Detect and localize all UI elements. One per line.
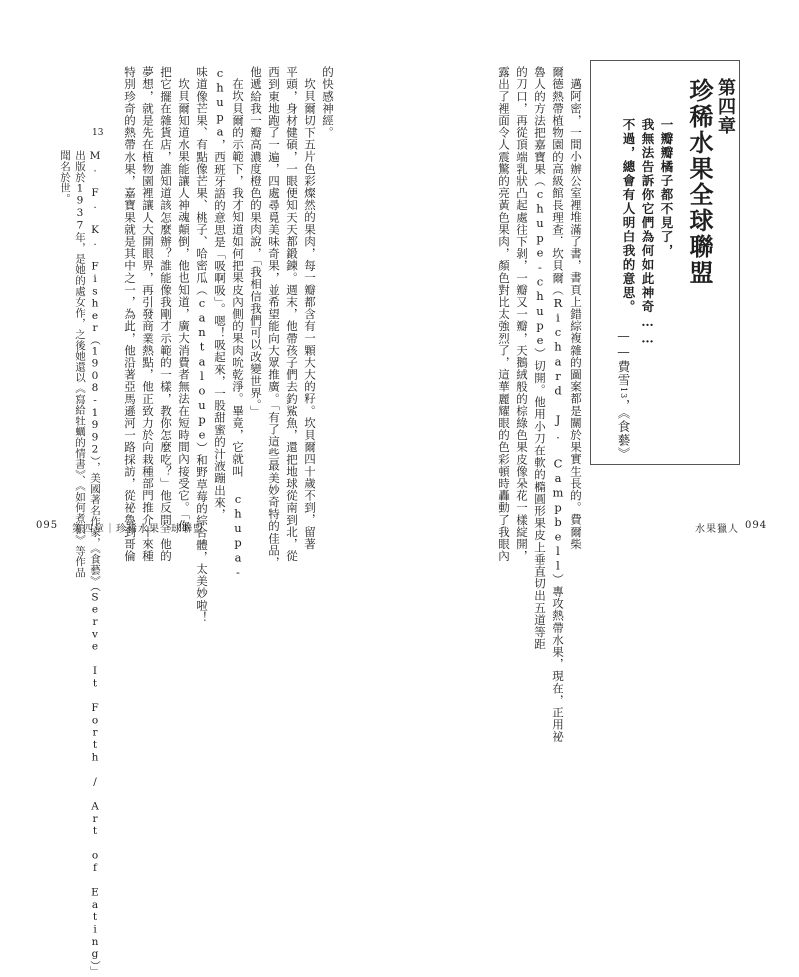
body-line: 的快感神經。 xyxy=(321,66,335,139)
body-line: 夢想，就是先在植物園裡讓人大開眼界，再引發商業熱點，他正致力於向栽種部門推介十來種 xyxy=(141,66,155,563)
footnote-line: M. F. K. Fisher（1908-1992），美國著名作家，《食藝》（Serve It Forth / Art of Eating）」 xyxy=(89,150,101,977)
body-line: 特別珍奇的熱帶水果，嘉寶果就是其中之一，為此，他沿著亞馬遜河一路採訪，從祕魯到哥倫 xyxy=(123,66,137,563)
body-line: 魯人的方法把嘉寶果（chupe-chupe）切開。他用小刀在軟的橢圓形果皮上垂直切出五道等距 xyxy=(533,66,547,651)
body-line: 在坎貝爾的示範下，我才知道如何把果皮內側的果肉吮乾淨。畢竟，它就叫 chupa- xyxy=(231,78,245,580)
footnote-number: 13 xyxy=(92,128,104,138)
body-line: 西到東地跑了一遍，四處尋覓美味奇果，並希望能向大眾推廣。「有了這些最美妙奇特的佳品， xyxy=(267,66,281,569)
body-line: 爾德熱帶植物園的高級館長理查．坎貝爾（Richard J. Campbell）專攻熱帶水果，現在，正用祕 xyxy=(551,66,565,743)
epigraph-line: 我無法告訴你它們為何如此神奇…… xyxy=(640,118,655,347)
right-running-head: 水果獵人 xyxy=(695,524,739,535)
body-line: 邁阿密，一間小辦公室裡堆滿了書，書頁上錯綜複雜的圖案都是關於果實生長的。費爾柴 xyxy=(569,78,583,550)
body-line: 他遞給我一瓣高濃度橙色的果肉說，「我相信我們可以改變世界。」 xyxy=(249,66,263,418)
attribution-author: ——費雪 xyxy=(616,328,631,387)
footnote-reference: 13 xyxy=(619,387,628,400)
left-page-number: 095 xyxy=(36,520,59,531)
body-line: 的刀口，再從頂端乳狀凸起處往下剝，一瓣又一瓣，天鵝絨般的棕綠色果皮像朵花一樣綻開， xyxy=(515,66,529,563)
body-line: 平頭，身材健碩，一眼便知天天都鍛鍊。週末，他帶孩子們去釣鯊魚，還把地球從南到北，從 xyxy=(285,66,299,563)
footnote-line: 出版於1937年，是她的處女作，之後她還以《寫給牡蠣的情書》、《如何煮狼》等作品 xyxy=(74,150,86,578)
chapter-label: 第四章 xyxy=(715,78,736,135)
footnote-line: 聞名於世。 xyxy=(59,150,71,204)
right-page-number: 094 xyxy=(745,520,768,531)
body-line: 露出了裡面令人震驚的亮黃色果肉，顏色對比太強烈了，這華麗耀眼的色彩頓時轟動了我眼內 xyxy=(497,66,511,563)
body-line: 把它擺在雜貨店，誰知道該怎麼辦？誰能像我剛才示範的一樣，教你怎麼吃？」他反問。他的 xyxy=(159,66,173,563)
chapter-title: 珍稀水果全球聯盟 xyxy=(685,78,714,286)
body-line: chupa，西班牙語的意思是「吸啊吸」。嗯！吸起來，一股甜蜜的汁液蹦出來， xyxy=(213,66,227,521)
epigraph-line: 不過，總會有人明白我的意思。 xyxy=(621,118,636,314)
body-line: 味道像芒果、有點像芒果、桃子、哈密瓜（cantaloupe）和野草莓的綜合體，太美妙啦！ xyxy=(195,66,209,624)
epigraph-line: 一瓣瓣橘子都不見了， xyxy=(659,118,674,258)
epigraph-attribution xyxy=(614,328,632,460)
attribution-work: ，《食藝》 xyxy=(616,399,631,461)
body-line: 坎貝爾知道水果能讓人神魂顛倒，他也知道，廣大消費者無法在短時間內接受它。「你 xyxy=(177,78,191,533)
body-line: 坎貝爾切下五片色彩燦然的果肉，每一瓣都含有一顆大大的籽。坎貝爾四十歲不到，留著 xyxy=(303,78,317,550)
left-running-head: 第四章｜珍稀水果全球聯盟 xyxy=(72,524,204,535)
